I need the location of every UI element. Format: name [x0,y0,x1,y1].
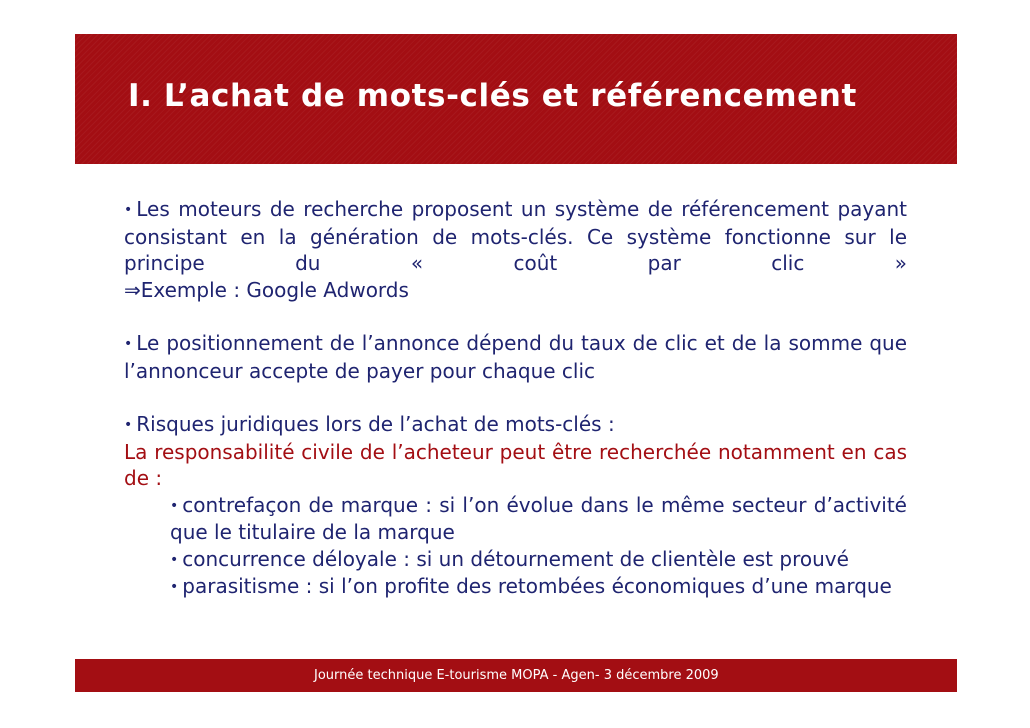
section3-heading: Risques juridiques lors de l’achat de mots-clés : [136,412,615,436]
risk-item-3 [170,573,907,601]
risk-item-2 [170,546,907,574]
bullet-icon: • [124,202,133,218]
bullet-icon: • [170,579,179,595]
footer-text: Journée technique E-tourisme MOPA - Agen- 3 décembre 2009 [314,668,719,683]
example-line [124,277,907,304]
bullet-icon: • [124,417,133,433]
bullet-icon: • [170,497,179,514]
bullet-paragraph-3 [124,411,907,439]
bullet-icon: • [170,551,179,568]
implies-arrow-icon: ⇒ [124,277,141,302]
slide-content [124,196,907,601]
risk-item-text: concurrence déloyale : si un détournement de clientèle est prouvé [182,546,849,571]
section2-text: Le positionnement de l’annonce dépend du taux de clic et de la somme que l’annonceur accepte de payer pour chaque clic [124,331,907,383]
risk-item-text: parasitisme : si l’on profite des retombées économiques d’une marque [182,574,892,598]
bullet-icon: • [124,336,133,352]
risk-item-1 [170,492,907,546]
example-text: Exemple : Google Adwords [140,277,409,302]
spacer [124,303,907,330]
slide-title: I. L’achat de mots-clés et référencement [128,78,857,114]
bullet-paragraph-2 [124,330,907,384]
spacer [124,384,907,411]
risk-item-text: contrefaçon de marque : si l’on évolue dans le même secteur d’activité que le titulaire de la marque [170,492,907,544]
liability-highlight: La responsabilité civile de l’acheteur peut être recherchée notamment en cas de : [124,439,907,490]
section1-text: Les moteurs de recherche proposent un système de référencement payant consistant en la génération de mots-clés. Ce système fonctionne sur le principe du « coût par clic » [124,197,907,275]
bullet-paragraph-1 [124,196,907,277]
